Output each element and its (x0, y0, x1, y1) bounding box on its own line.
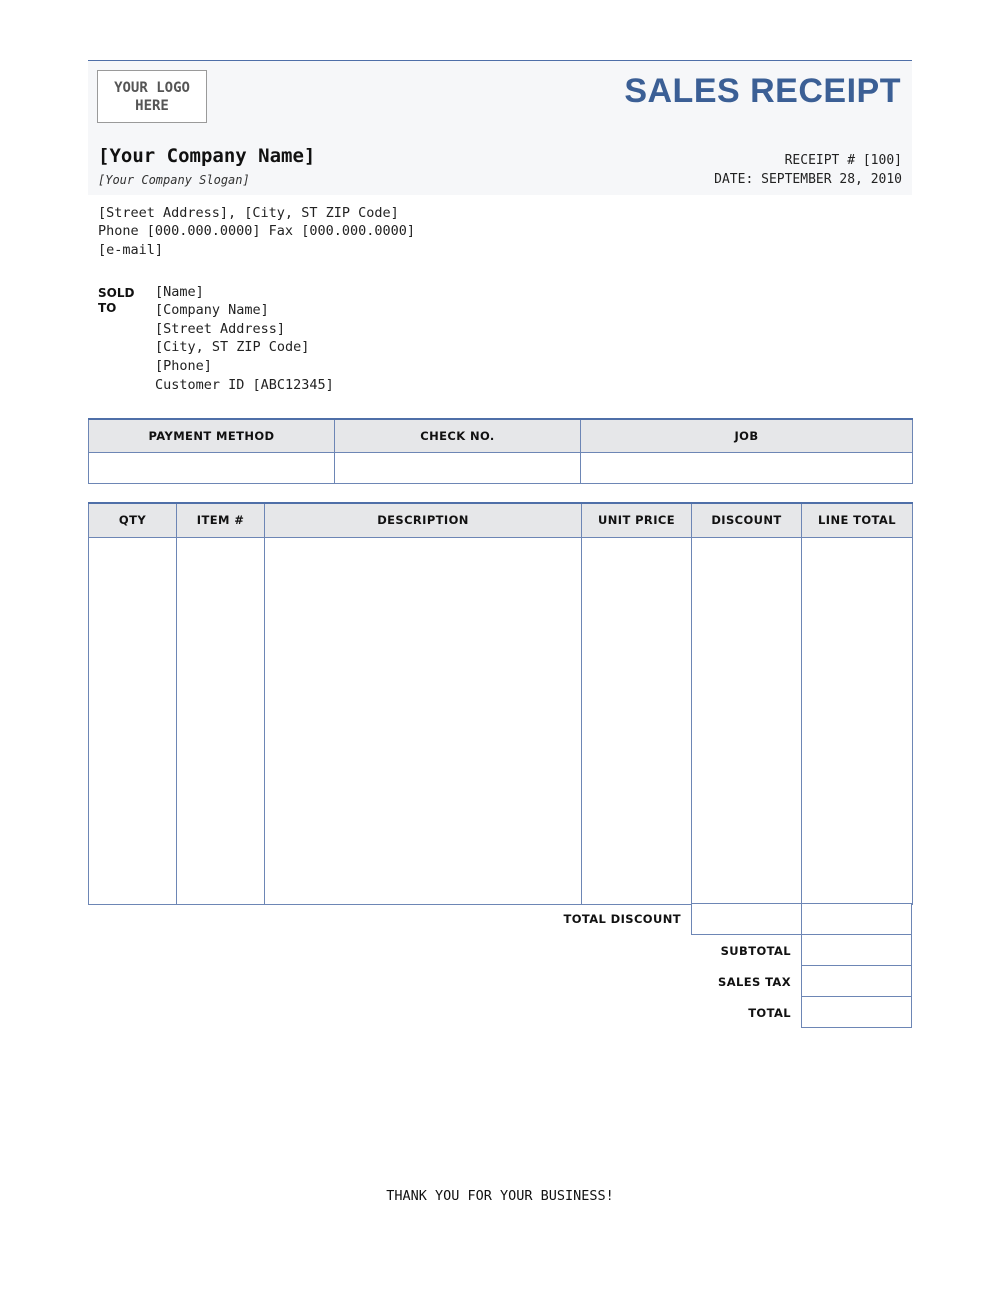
items-table (88, 502, 913, 905)
job-header: JOB (581, 419, 913, 452)
sold-to-street: [Street Address] (155, 321, 286, 337)
sold-to-city: [City, ST ZIP Code] (155, 339, 310, 355)
job-cell[interactable] (581, 452, 913, 483)
sales-tax-box[interactable] (801, 965, 912, 997)
total-discount-label: TOTAL DISCOUNT (563, 912, 681, 926)
document-title: SALES RECEIPT (624, 72, 901, 110)
receipt-date: DATE: SEPTEMBER 28, 2010 (714, 172, 902, 187)
sales-tax-label: SALES TAX (718, 975, 791, 989)
payment-table-row (89, 452, 913, 483)
company-email: [e-mail] (98, 242, 164, 258)
total-label: TOTAL (748, 1006, 791, 1020)
sold-to-customer-id: Customer ID [ABC12345] (155, 377, 334, 393)
company-slogan: [Your Company Slogan] (98, 173, 250, 187)
subtotal-box[interactable] (801, 934, 912, 966)
sold-to-label (98, 286, 134, 316)
item-number-cell[interactable] (177, 537, 265, 904)
check-no-header: CHECK NO. (335, 419, 581, 452)
sold-to-label-line-2: TO (98, 301, 117, 315)
subtotal-label: SUBTOTAL (720, 944, 791, 958)
items-table-body-row (89, 537, 913, 904)
unit-price-cell[interactable] (582, 537, 692, 904)
items-table-header-row (89, 503, 913, 537)
discount-header: DISCOUNT (692, 503, 802, 537)
logo-line-2: HERE (135, 97, 169, 114)
total-discount-box[interactable] (691, 903, 802, 935)
unit-price-header: UNIT PRICE (582, 503, 692, 537)
payment-table (88, 418, 913, 484)
discount-cell[interactable] (692, 537, 802, 904)
sold-to-phone: [Phone] (155, 358, 212, 374)
qty-header: QTY (89, 503, 177, 537)
sold-to-company: [Company Name] (155, 302, 269, 318)
logo-placeholder (97, 70, 207, 123)
sold-to-name: [Name] (155, 284, 204, 300)
payment-table-header-row (89, 419, 913, 452)
line-total-cell[interactable] (802, 537, 913, 904)
total-discount-line-box[interactable] (801, 903, 912, 935)
description-header: DESCRIPTION (265, 503, 582, 537)
qty-cell[interactable] (89, 537, 177, 904)
description-cell[interactable] (265, 537, 582, 904)
item-number-header: ITEM # (177, 503, 265, 537)
company-name: [Your Company Name] (98, 145, 316, 167)
payment-method-header: PAYMENT METHOD (89, 419, 335, 452)
payment-method-cell[interactable] (89, 452, 335, 483)
check-no-cell[interactable] (335, 452, 581, 483)
company-phone-fax: Phone [000.000.0000] Fax [000.000.0000] (98, 223, 415, 239)
company-street-address: [Street Address], [City, ST ZIP Code] (98, 205, 399, 221)
total-box[interactable] (801, 996, 912, 1028)
line-total-header: LINE TOTAL (802, 503, 913, 537)
logo-line-1: YOUR LOGO (114, 79, 190, 96)
sold-to-label-line-1: SOLD (98, 286, 135, 300)
thank-you-message: THANK YOU FOR YOUR BUSINESS! (386, 1188, 614, 1204)
receipt-number: RECEIPT # [100] (784, 153, 902, 168)
